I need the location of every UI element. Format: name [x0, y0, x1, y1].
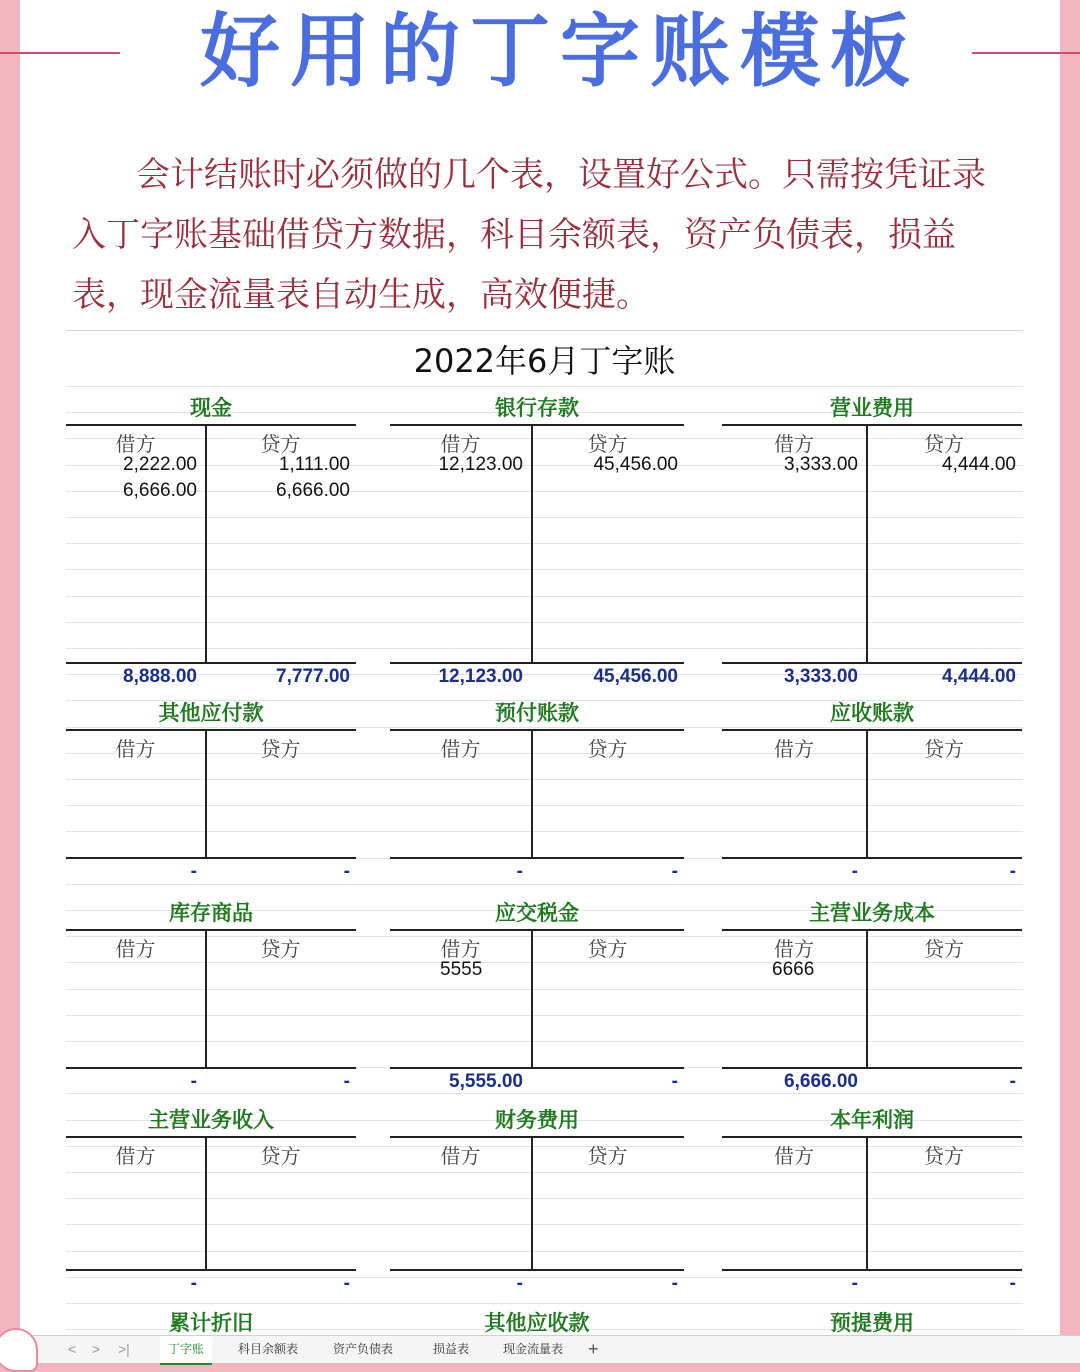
credit-header: 贷方 — [924, 937, 964, 961]
credit-header: 贷方 — [260, 432, 301, 456]
credit-total[interactable]: - — [671, 861, 678, 882]
credit-total[interactable]: - — [1009, 861, 1016, 882]
debit-total[interactable]: - — [190, 1071, 197, 1092]
tab-next-icon[interactable]: > — [92, 1341, 101, 1357]
account-name[interactable]: 银行存款 — [495, 395, 579, 420]
account-name[interactable]: 应交税金 — [495, 900, 579, 925]
t-account — [722, 1305, 1022, 1335]
t-horizontal-rule — [66, 929, 356, 931]
credit-total[interactable]: - — [343, 1071, 350, 1092]
t-horizontal-rule — [722, 1136, 1022, 1138]
total-rule — [66, 857, 356, 859]
tab-last-icon[interactable]: >| — [118, 1341, 130, 1357]
account-name[interactable]: 本年利润 — [830, 1107, 914, 1132]
sheet-tab[interactable]: 现金流量表 — [503, 1342, 564, 1356]
account-name[interactable]: 现金 — [190, 395, 232, 420]
debit-total[interactable]: - — [516, 861, 523, 882]
debit-entry[interactable]: 6,666.00 — [123, 480, 197, 501]
t-account — [66, 895, 356, 1095]
t-account — [390, 1305, 684, 1335]
sheet-tab[interactable]: 科目余额表 — [238, 1342, 299, 1356]
credit-header: 贷方 — [924, 432, 964, 456]
debit-total[interactable]: 5,555.00 — [449, 1071, 523, 1092]
t-horizontal-rule — [66, 729, 356, 731]
debit-header: 借方 — [115, 937, 156, 961]
account-name[interactable]: 财务费用 — [495, 1107, 579, 1132]
sheet-tab[interactable]: 资产负债表 — [333, 1342, 394, 1356]
debit-header: 借方 — [774, 432, 814, 456]
debit-total[interactable]: - — [516, 1273, 523, 1294]
grid-row-line — [66, 1303, 1023, 1304]
account-name[interactable]: 应收账款 — [830, 700, 914, 725]
account-name[interactable]: 预付账款 — [495, 700, 579, 725]
credit-total[interactable]: - — [343, 861, 350, 882]
debit-entry[interactable]: 2,222.00 — [123, 454, 197, 475]
credit-header: 贷方 — [587, 432, 628, 456]
credit-header: 贷方 — [587, 937, 628, 961]
debit-header: 借方 — [440, 432, 481, 456]
credit-header: 贷方 — [924, 737, 964, 761]
t-horizontal-rule — [722, 929, 1022, 931]
t-horizontal-rule — [390, 1136, 684, 1138]
total-rule — [390, 662, 684, 664]
debit-header: 借方 — [115, 432, 156, 456]
total-rule — [390, 1269, 684, 1271]
credit-entry[interactable]: 4,444.00 — [942, 454, 1016, 475]
t-account — [66, 1305, 356, 1335]
total-rule — [66, 662, 356, 664]
t-account — [66, 390, 356, 690]
t-account — [66, 695, 356, 885]
t-account — [390, 390, 684, 690]
credit-total[interactable]: - — [343, 1273, 350, 1294]
total-rule — [390, 1067, 684, 1069]
credit-header: 贷方 — [260, 937, 301, 961]
t-vertical-rule — [205, 424, 207, 662]
debit-header: 借方 — [115, 1144, 156, 1168]
sheet-tab-bar — [0, 1335, 1080, 1363]
debit-header: 借方 — [440, 937, 481, 961]
credit-header: 贷方 — [587, 1144, 628, 1168]
credit-total[interactable]: 45,456.00 — [593, 666, 678, 687]
sheet-tab[interactable]: 丁字账 — [160, 1336, 212, 1365]
account-name[interactable]: 主营业务收入 — [148, 1107, 274, 1132]
credit-total[interactable]: 4,444.00 — [942, 666, 1016, 687]
total-rule — [722, 857, 1022, 859]
account-name[interactable]: 其他应收款 — [484, 1310, 590, 1335]
credit-header: 贷方 — [587, 737, 628, 761]
credit-entry[interactable]: 6,666.00 — [276, 480, 350, 501]
debit-total[interactable]: - — [851, 861, 858, 882]
credit-total[interactable]: - — [1009, 1273, 1016, 1294]
total-rule — [722, 662, 1022, 664]
t-horizontal-rule — [66, 1136, 356, 1138]
tab-prev-icon[interactable]: < — [68, 1341, 77, 1357]
debit-total[interactable]: 12,123.00 — [438, 666, 523, 687]
credit-entry[interactable]: 1,111.00 — [278, 454, 350, 475]
debit-header: 借方 — [774, 737, 814, 761]
sheet-tab[interactable]: 损益表 — [433, 1342, 470, 1356]
sheet-title[interactable]: 2022年6月丁字账 — [66, 330, 1023, 387]
t-account — [66, 1102, 356, 1297]
credit-total[interactable]: 7,777.00 — [276, 666, 350, 687]
poster-description: 会计结账时必须做的几个表，设置好公式。只需按凭证录入丁字账基础借贷方数据，科目余额表，资产负债表，损益表，现金流量表自动生成，高效便捷。 — [72, 155, 986, 315]
t-horizontal-rule — [66, 424, 356, 426]
debit-header: 借方 — [440, 1144, 481, 1168]
t-account — [722, 695, 1022, 885]
account-name[interactable]: 库存商品 — [169, 900, 253, 925]
debit-entry[interactable]: 12,123.00 — [438, 454, 523, 475]
total-rule — [390, 857, 684, 859]
t-account — [390, 695, 684, 885]
debit-total[interactable]: - — [851, 1273, 858, 1294]
t-horizontal-rule — [722, 424, 1022, 426]
account-name[interactable]: 其他应付款 — [158, 700, 264, 725]
credit-header: 贷方 — [260, 1144, 301, 1168]
t-horizontal-rule — [722, 729, 1022, 731]
credit-total[interactable]: - — [671, 1071, 678, 1092]
account-name[interactable]: 预提费用 — [830, 1310, 914, 1335]
debit-total[interactable]: - — [190, 861, 197, 882]
debit-header: 借方 — [440, 737, 481, 761]
debit-total[interactable]: 3,333.00 — [784, 666, 858, 687]
debit-header: 借方 — [115, 737, 156, 761]
t-horizontal-rule — [390, 929, 684, 931]
t-account — [390, 895, 684, 1095]
debit-header: 借方 — [774, 1144, 814, 1168]
credit-total[interactable]: - — [671, 1273, 678, 1294]
credit-header: 贷方 — [260, 737, 301, 761]
debit-entry[interactable]: 6666 — [772, 959, 815, 980]
add-sheet-icon[interactable]: + — [588, 1339, 599, 1359]
total-rule — [722, 1269, 1022, 1271]
debit-total[interactable]: - — [190, 1273, 197, 1294]
poster-title: 好用的丁字账模板 — [200, 5, 920, 98]
account-name[interactable]: 营业费用 — [830, 395, 914, 420]
grid-row-line — [66, 386, 1023, 387]
total-rule — [66, 1269, 356, 1271]
t-vertical-rule — [866, 424, 868, 662]
t-vertical-rule — [531, 424, 533, 662]
account-name[interactable]: 累计折旧 — [169, 1310, 253, 1335]
total-rule — [722, 1067, 1022, 1069]
t-account — [722, 1102, 1022, 1297]
t-horizontal-rule — [390, 729, 684, 731]
total-rule — [66, 1067, 356, 1069]
debit-entry[interactable]: 5555 — [440, 959, 483, 980]
debit-total[interactable]: 8,888.00 — [123, 666, 197, 687]
debit-header: 借方 — [774, 937, 814, 961]
t-account — [722, 390, 1022, 690]
spreadsheet — [66, 330, 1023, 1335]
account-name[interactable]: 主营业务成本 — [809, 900, 935, 925]
t-account — [722, 895, 1022, 1095]
credit-total[interactable]: - — [1009, 1071, 1016, 1092]
debit-total[interactable]: 6,666.00 — [784, 1071, 858, 1092]
credit-header: 贷方 — [924, 1144, 964, 1168]
title-left-rule — [0, 52, 120, 54]
heart-icon — [0, 1328, 38, 1372]
debit-entry[interactable]: 3,333.00 — [784, 454, 858, 475]
t-horizontal-rule — [390, 424, 684, 426]
t-account — [390, 1102, 684, 1297]
credit-entry[interactable]: 45,456.00 — [593, 454, 678, 475]
